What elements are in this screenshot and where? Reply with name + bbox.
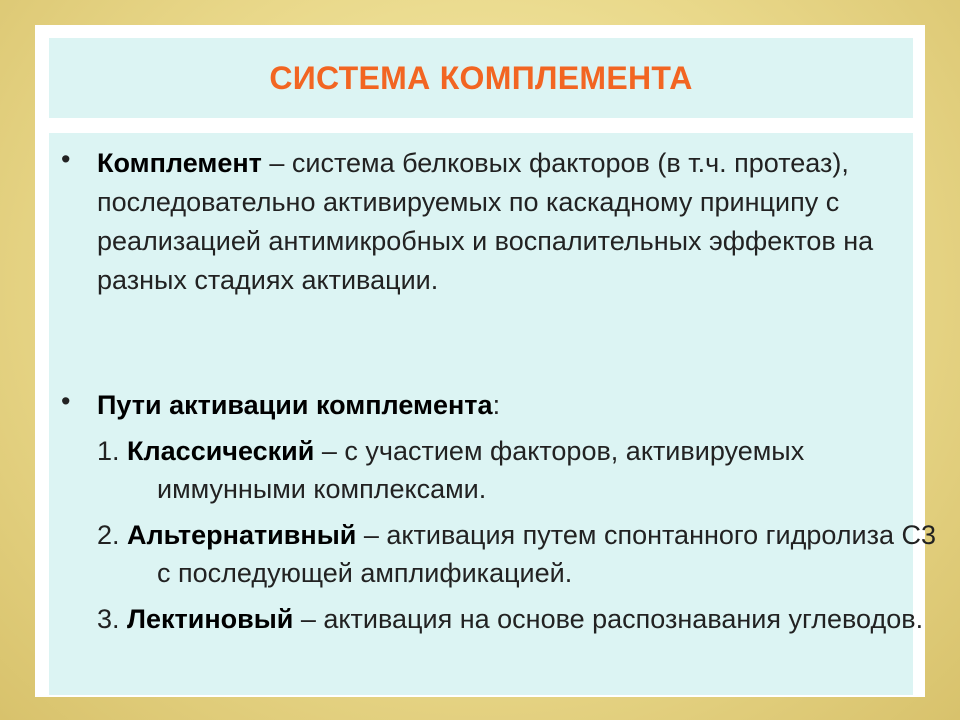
pathway-number: 3. [97,604,128,634]
pathways-heading-text: Пути активации комплемента [97,390,493,420]
pathway-item-alternative [97,516,957,592]
title-banner [49,38,913,118]
pathway-name: Лектиновый [127,604,294,634]
bullet-marker: • [61,144,71,174]
pathways-heading-suffix: : [492,390,501,420]
pathway-item-classical [97,432,957,508]
pathway-description: – с участием факторов, активируемых иммунными комплексами. [157,436,805,504]
definition-paragraph [97,144,897,300]
pathway-name: Альтернативный [127,520,357,550]
pathway-name: Классический [127,436,315,466]
bullet-marker: • [61,386,71,416]
pathway-number: 1. [97,436,128,466]
pathways-heading [97,386,897,425]
pathway-description: – активация путем спонтанного гидролиза С3 с последующей амплификацией. [157,520,937,588]
definition-term: Комплемент [97,148,262,178]
pathway-item-lectin [97,600,957,638]
slide-title: СИСТЕМА КОМПЛЕМЕНТА [269,59,693,96]
definition-text: – система белковых факторов (в т.ч. протеаз), последовательно активируемых по каскадному принципу с реализацией антимикробных и воспалительных эффектов на разных стадиях активации. [97,148,874,295]
content-panel [49,133,937,695]
pathway-description: – активация на основе распознавания углеводов. [293,604,924,634]
pathway-number: 2. [97,520,128,550]
